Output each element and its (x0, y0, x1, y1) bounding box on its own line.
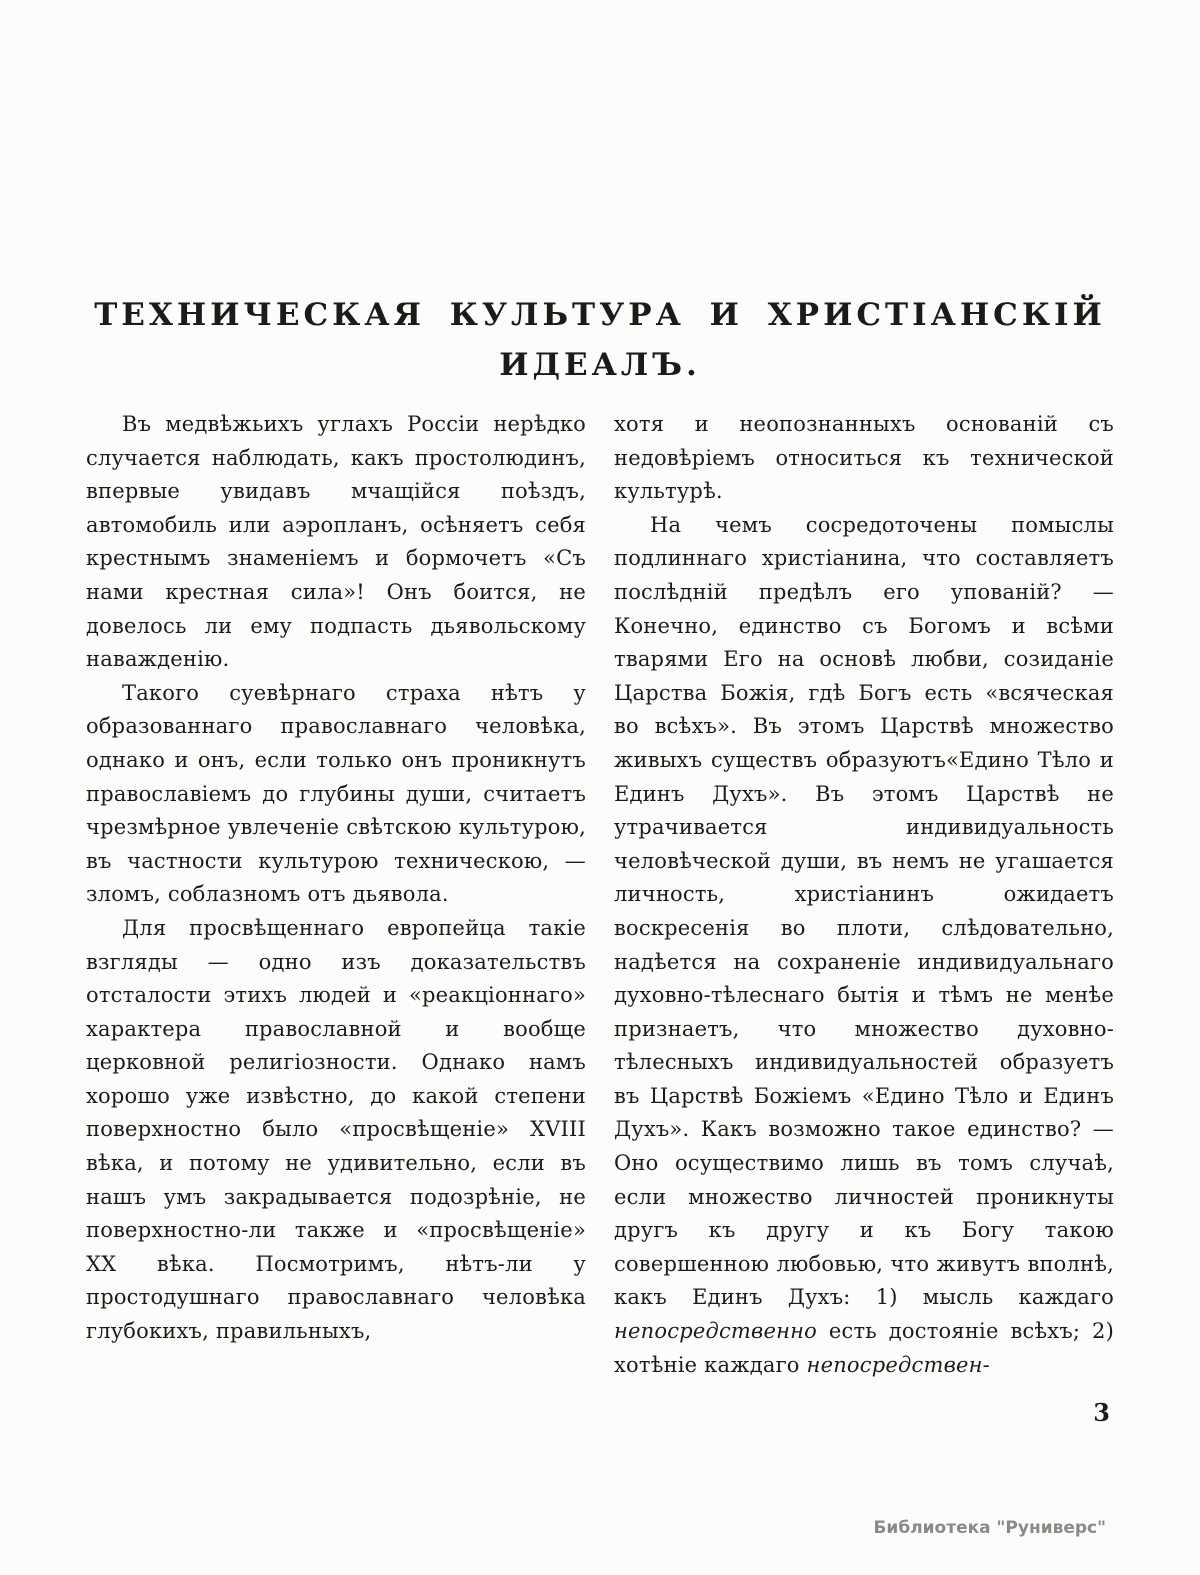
body-text: Для просвѣщеннаго европейца такіе взгляды — одно изъ доказательствъ отсталости этихъ людей и «реакціоннаго» характера православной и вообще церковной религіозности. Однако намъ хорошо уже извѣстно, до какой степени поверхностно было «просвѣщеніе» XVIII вѣка, и потому не удивительно, если въ нашъ умъ закрадывается подозрѣніе, не поверхностно-ли также и «просвѣщеніе» XX вѣка. Посмотримъ, нѣтъ-ли у простодушнаго православнаго человѣка глубокихъ, правильныхъ, (86, 915, 586, 1344)
paragraph (614, 509, 1114, 1382)
italic-text: непосредствен- (806, 1352, 990, 1377)
paragraph (86, 408, 586, 677)
right-column (614, 408, 1114, 1382)
body-text: хотя и неопознанныхъ основаній съ недовѣріемъ относиться къ технической культурѣ. (614, 412, 1114, 504)
italic-text: непосредственно (614, 1319, 818, 1344)
page-number: 3 (1093, 1398, 1110, 1427)
page-title-line2: ИДЕАЛЪ. (499, 347, 701, 383)
page-title-line1: ТЕХНИЧЕСКАЯ КУЛЬТУРА И ХРИСТІАНСКІЙ (94, 297, 1106, 333)
body-text: Въ медвѣжьихъ углахъ Россіи нерѣдко случается наблюдать, какъ простолюдинъ, впервые увидавъ мчащійся поѣздъ, автомобиль или аэропланъ, осѣняетъ себя крестнымъ знаменіемъ и бормочетъ «Съ нами крестная сила»! Онъ боится, не довелось ли ему подпасть дьявольскому наважденію. (86, 412, 586, 672)
body-text: На чемъ сосредоточены помыслы подлиннаго христіанина, что составляетъ послѣдній предѣлъ его упованій? — Конечно, единство съ Богомъ и всѣми тварями Его на основѣ любви, созиданіе Царства Божія, гдѣ Богъ есть «всяческая во всѣхъ». Въ этомъ Царствѣ множество живыхъ существъ образуютъ«Едино Тѣло и Единъ Духъ». Въ этомъ Царствѣ не утрачивается индивидуальность человѣческой души, въ немъ не угашается личность, христіанинъ ожидаетъ воскресенія во плоти, слѣдовательно, надѣется на сохраненіе индивидуальнаго духовно-тѣлеснаго бытія и тѣмъ не менѣе признаетъ, что множество духовно-тѣлесныхъ индивидуальностей образуетъ въ Царствѣ Божіемъ «Едино Тѣло и Единъ Духъ». Какъ возможно такое единство? — Оно осуществимо лишь въ томъ случаѣ, если множество личностей проникнуты другъ къ другу и къ Богу такою совершенною любовью, что живутъ вполнѣ, какъ Единъ Духъ: 1) мысль каждаго (614, 512, 1114, 1310)
paragraph (86, 677, 586, 912)
library-watermark: Библиотека "Руниверс" (873, 1518, 1106, 1538)
body-text: Такого суевѣрнаго страха нѣтъ у образованнаго православнаго человѣка, однако и онъ, если только онъ проникнутъ православіемъ до глубины души, считаетъ чрезмѣрное увлеченіе свѣтскою культурою, въ частности культурою техническою, — зломъ, соблазномъ отъ дьявола. (86, 680, 586, 907)
paragraph (614, 408, 1114, 509)
paragraph (86, 912, 586, 1349)
body-text: есть достояніе всѣхъ; 2) хотѣніе каждаго (614, 1319, 1114, 1377)
left-column (86, 408, 586, 1382)
page-title (60, 290, 1140, 390)
text-columns (86, 408, 1114, 1382)
